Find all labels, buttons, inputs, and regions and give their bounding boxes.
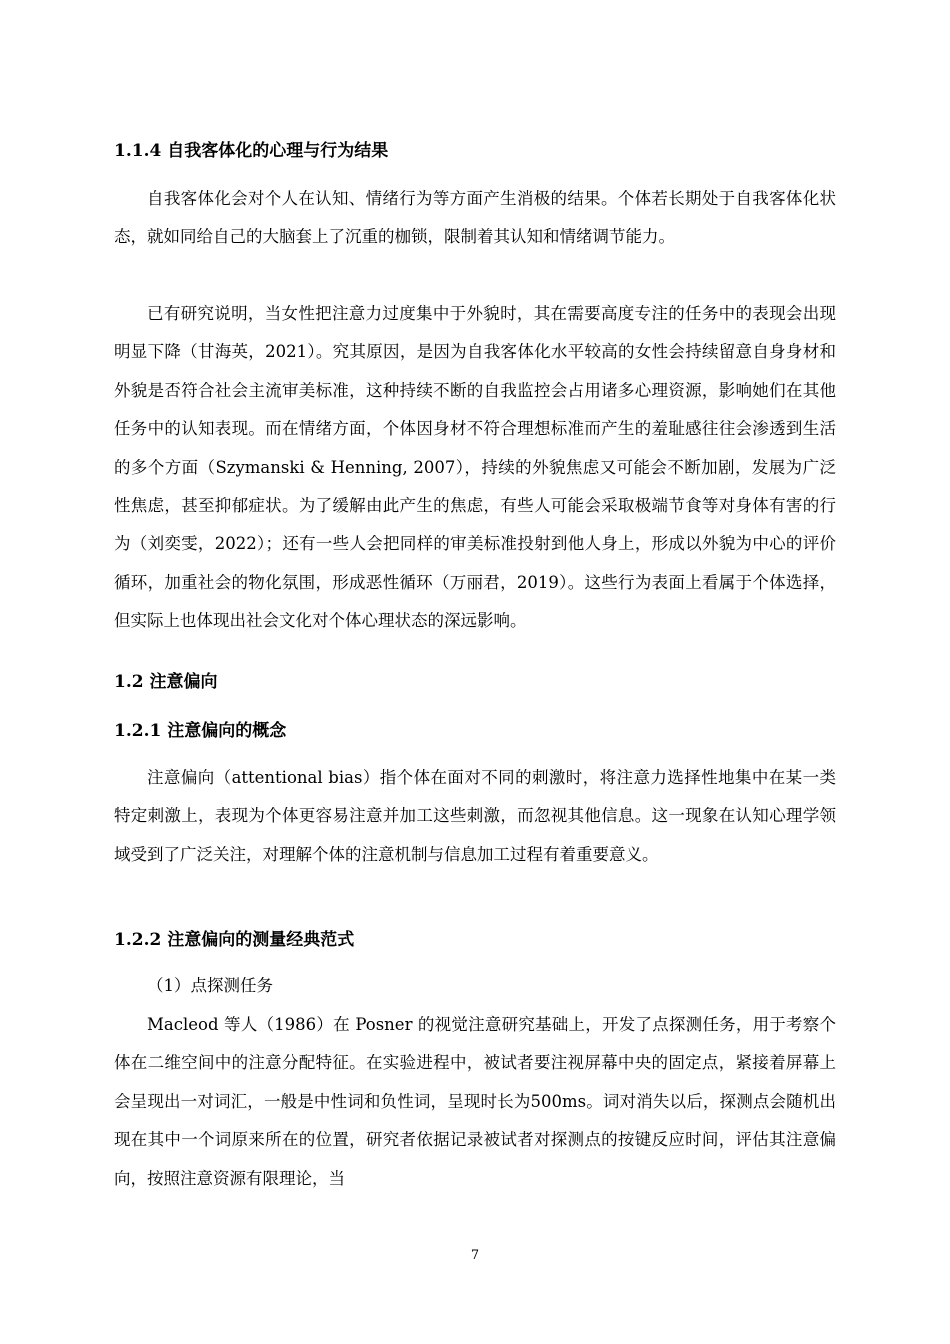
- paragraph: 注意偏向（attentional bias）指个体在面对不同的刺激时，将注意力选择性地集中在某一类特定刺激上，表现为个体更容易注意并加工这些刺激，而忽视其他信息。这一现象在认知心理学领域受到了广泛关注，对理解个体的注意机制与信息加工过程有着重要意义。: [114, 768, 836, 864]
- section-heading-1-2: 1.2 注意偏向: [114, 672, 218, 692]
- section-heading-1-2-2: 1.2.2 注意偏向的测量经典范式: [114, 930, 355, 950]
- section-heading-1-1-4: 1.1.4 自我客体化的心理与行为结果: [114, 141, 389, 161]
- paragraph: Macleod 等人（1986）在 Posner 的视觉注意研究基础上，开发了点探测任务，用于考察个体在二维空间中的注意分配特征。在实验进程中，被试者要注视屏幕中央的固定点，紧接着屏幕上会呈现出一对词汇，一般是中性词和负性词，呈现时长为500ms。词对消失以后，探测点会随机出现在其中一个词原来所在的位置，研究者依据记录被试者对探测点的按键反应时间，评估其注意偏向，按照注意资源有限理论，当: [114, 1015, 836, 1188]
- paragraph: 已有研究说明，当女性把注意力过度集中于外貌时，其在需要高度专注的任务中的表现会出现明显下降（甘海英，2021）。究其原因，是因为自我客体化水平较高的女性会持续留意自身身材和外貌是否符合社会主流审美标准，这种持续不断的自我监控会占用诸多心理资源，影响她们在其他任务中的认知表现。而在情绪方面，个体因身材不符合理想标准而产生的羞耻感往往会渗透到生活的多个方面（Szymanski & Henning, 2007），持续的外貌焦虑又可能会不断加剧，发展为广泛性焦虑，甚至抑郁症状。为了缓解由此产生的焦虑，有些人可能会采取极端节食等对身体有害的行为（刘奕雯，2022）；还有一些人会把同样的审美标准投射到他人身上，形成以外貌为中心的评价循环，加重社会的物化氛围，形成恶性循环（万丽君，2019）。这些行为表面上看属于个体选择，但实际上也体现出社会文化对个体心理状态的深远影响。: [114, 304, 836, 631]
- section-heading-1-2-1: 1.2.1 注意偏向的概念: [114, 721, 287, 741]
- page-number: 7: [470, 1248, 480, 1263]
- list-item-dot-probe: （1）点探测任务: [147, 976, 273, 995]
- paragraph: 自我客体化会对个人在认知、情绪行为等方面产生消极的结果。个体若长期处于自我客体化状态，就如同给自己的大脑套上了沉重的枷锁，限制着其认知和情绪调节能力。: [114, 189, 836, 247]
